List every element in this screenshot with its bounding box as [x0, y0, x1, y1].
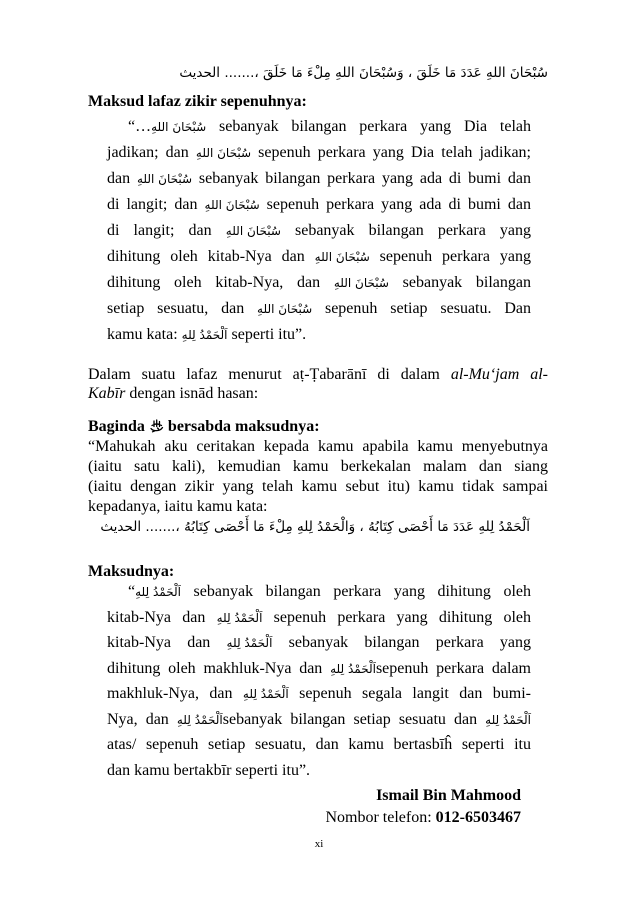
arabic-phrase: اَلْحَمْدُ لِلهِ [226, 636, 273, 650]
text-run: sepenuh perkara yang ada di bumi dan [259, 196, 531, 213]
text-run: makhluk-Nya, dan [107, 685, 243, 702]
text-line [88, 365, 548, 384]
text-run: dan [107, 170, 137, 187]
text-line [88, 477, 548, 497]
arabic-phrase: سُبْحَانَ اللهِ [151, 120, 207, 134]
text-run: kitab-Nya dan [107, 608, 217, 626]
text-line [107, 192, 531, 218]
text-run: seperti itu”. [227, 326, 307, 343]
paragraph-maksudnya [107, 579, 531, 783]
text-line [88, 384, 548, 403]
text-run: dan kamu bertakbīr seperti itu”. [107, 761, 311, 779]
text-line [107, 681, 531, 707]
section-title-baginda [88, 417, 320, 439]
title-baginda-start: Baginda [88, 418, 145, 435]
text-line [88, 437, 548, 457]
text-run: sepenuh perkara dalam [375, 659, 531, 677]
arabic-phrase: اَلْحَمْدُ لِلهِ [176, 712, 223, 727]
arabic-phrase: سُبْحَانَ اللهِ [225, 224, 281, 238]
text-run: (iaitu satu kali), kemudian kamu berkekalan malam dan siang [88, 458, 548, 475]
text-run: sebanyak bilangan perkara yang Dia telah [206, 118, 531, 135]
author-signature [88, 785, 521, 829]
arabic-phrase: سُبْحَانَ اللهِ [195, 146, 252, 160]
phone-label: Nombor telefon: [325, 809, 432, 826]
text-run: sepenuh setiap sesuatu. Dan [312, 300, 531, 317]
paragraph-hadith-text [88, 437, 548, 517]
arabic-phrase: سُبْحَانَ اللهِ [136, 172, 193, 186]
text-line [107, 270, 531, 296]
text-line [107, 630, 531, 656]
text-line [107, 656, 531, 682]
arabic-phrase: اَلْحَمْدُ لِلهِ [135, 585, 181, 599]
title-baginda-end: bersabda maksudnya: [167, 418, 320, 435]
arabic-phrase: اَلْحَمْدُ لِلهِ [242, 687, 289, 701]
text-run: Dalam suatu lafaz menurut aṭ-Ṭabarānī di dalam [88, 366, 451, 383]
text-run: kamu kata: [107, 326, 182, 343]
text-run: sebanyak bilangan perkara yang [272, 634, 532, 651]
text-run: sebanyak bilangan perkara yang ada di bumi dan [192, 170, 531, 187]
paragraph-maksud-lafaz [107, 114, 531, 348]
author-name: Ismail Bin Mahmood [376, 787, 521, 804]
page-number: xi [314, 838, 324, 850]
text-run: sepenuh perkara yang [369, 248, 531, 265]
section-title-maksud-lafaz: Maksud lafaz zikir sepenuhnya: [88, 93, 307, 110]
text-run: atas/ sepenuh setiap sesuatu, dan kamu bertasbīĥ seperti itu [107, 736, 531, 753]
text-run: setiap sesuatu, dan [107, 300, 258, 317]
text-line [107, 579, 531, 605]
text-line [107, 140, 531, 166]
text-run: jadikan; dan [107, 144, 196, 161]
text-line [107, 707, 531, 733]
text-run: “ [128, 583, 136, 600]
text-run: sebanyak bilangan perkara yang [280, 222, 531, 239]
text-run: di langit; dan [107, 222, 226, 239]
text-line [107, 244, 531, 270]
text-line [107, 758, 531, 784]
arabic-phrase: سُبْحَانَ اللهِ [333, 276, 389, 290]
text-run: dihitung oleh kitab-Nya, dan [107, 274, 334, 291]
text-run: (iaitu dengan zikir yang telah kamu sebut itu) kamu tidak sampai [88, 478, 548, 495]
text-line [107, 296, 531, 322]
italic-text: al-Mu‘jam al- [450, 366, 548, 383]
salawat-symbol [149, 418, 164, 439]
text-run: Nya, dan [107, 710, 177, 728]
text-run: kepadanya, iaitu kamu kata: [88, 498, 268, 515]
arabic-zikir-heading: سُبْحَانَ اللهِ عَدَدَ مَا خَلَقَ ، وَسُبْحَانَ اللهِ مِلْءَ مَا خَلَقَ ،....... الحديث [179, 65, 548, 81]
arabic-phrase: سُبْحَانَ اللهِ [257, 302, 313, 316]
phone-number: 012-6503467 [435, 809, 521, 826]
text-line [107, 218, 531, 244]
text-line [107, 605, 531, 631]
arabic-phrase: سُبْحَانَ اللهِ [204, 198, 260, 212]
author-phone [88, 807, 521, 829]
arabic-phrase: سُبْحَانَ اللهِ [314, 250, 370, 264]
text-run: dihitung oleh makhluk-Nya dan [107, 659, 331, 677]
paragraph-tabarani [88, 365, 548, 403]
text-run: sebanyak bilangan [388, 274, 531, 291]
text-run: sepenuh perkara yang Dia telah jadikan; [251, 144, 532, 161]
text-run: sebanyak bilangan perkara yang dihitung oleh [180, 583, 531, 600]
text-line [107, 322, 531, 348]
arabic-phrase: اَلْحَمْدُ لِلهِ [330, 661, 376, 676]
text-line [107, 114, 531, 140]
section-title-maksudnya: Maksudnya: [88, 563, 175, 580]
text-run: “Mahukah aku ceritakan kepada kamu apabila kamu menyebutnya [88, 438, 548, 455]
arabic-hamdalah-line: اَلْحَمْدُ لِلهِ عَدَدَ مَا أَحْصَى كِتَابُهُ ، وَالْحَمْدُ لِلهِ مِلْءَ مَا أَحْصَى كِتَابُهُ ،....... الحديث [100, 519, 530, 535]
salawat-symbol-glyph [149, 418, 164, 433]
text-run: di langit; dan [107, 196, 205, 213]
text-run: sepenuh segala langit dan bumi- [288, 685, 531, 702]
text-run: sebanyak bilangan setiap sesuatu dan [222, 710, 486, 728]
text-run: “… [128, 118, 152, 135]
arabic-phrase: اَلْحَمْدُ لِلهِ [181, 328, 228, 342]
text-line [107, 732, 531, 758]
text-line [88, 457, 548, 477]
text-line [107, 166, 531, 192]
italic-text: Kabīr [88, 385, 126, 402]
text-run: sepenuh perkara yang dihitung oleh [262, 608, 532, 626]
text-run: dengan isnād hasan: [125, 385, 259, 402]
arabic-phrase: اَلْحَمْدُ لِلهِ [485, 712, 531, 727]
text-line [88, 497, 548, 517]
arabic-phrase: اَلْحَمْدُ لِلهِ [216, 610, 263, 625]
text-run: dihitung oleh kitab-Nya dan [107, 248, 315, 265]
text-run: kitab-Nya dan [107, 634, 227, 651]
